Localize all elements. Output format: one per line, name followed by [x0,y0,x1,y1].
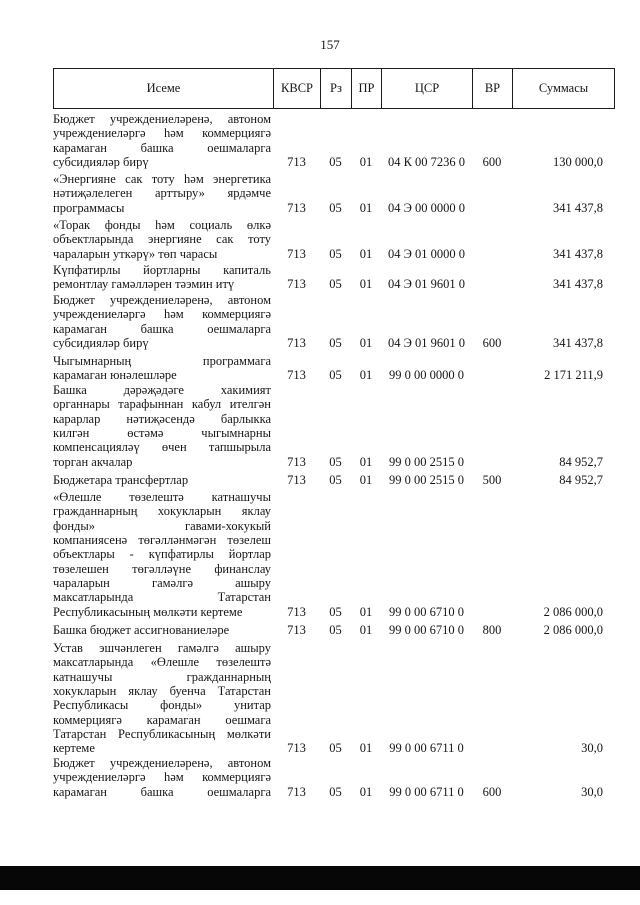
row-rz: 05 [329,368,342,383]
row-name-line: субсидияләр бирү [53,154,149,169]
row-csr: 99 0 00 6710 0 [389,604,464,619]
table-row [0,112,640,169]
row-csr: 04 Э 01 0000 0 [387,246,465,261]
row-csr: 99 0 00 6711 0 [389,741,464,756]
row-name-line: Бюджет учреждениеләренә, автоном [53,755,271,770]
row-vr [472,741,512,755]
row-kvsr: 713 [287,741,306,756]
row-name-line: карамаган юнәлешләре [53,368,177,383]
row-sum: 341 437,8 [553,335,603,350]
row-name-line: килгән өстәмә чыгымнарны [53,425,271,440]
row-vr [472,201,512,215]
row-kvsr: 713 [287,368,306,383]
row-kvsr: 713 [287,604,306,619]
row-name-line: торган акчалар [53,454,133,469]
row-sum: 341 437,8 [553,246,603,261]
header-vr: ВР [473,69,513,108]
row-pr: 01 [359,604,373,619]
row-name [53,641,271,756]
row-name-line: гражданнарның хокукларын яклау [53,504,271,519]
row-sum: 30,0 [581,784,603,799]
row-name-line: нәтиҗәлелеген арттыру» ярдәмче [53,186,271,201]
row-pr: 01 [359,277,373,292]
row-sum: 130 000,0 [553,154,603,169]
row-kvsr: 713 [287,200,306,215]
row-name-line: катнашучы гражданнарның [53,669,271,684]
row-name-line: Татарстан Республикасының мөлкәти [53,726,271,741]
row-name-line: Башка бюджет ассигнованиеләре [53,622,230,637]
row-name-line: органнары тарафыннан кабул ителгән [53,397,271,412]
row-kvsr: 713 [287,784,306,799]
row-sum: 84 952,7 [559,454,603,469]
row-name [53,756,271,799]
table-row [0,490,640,619]
table-row [0,293,640,350]
row-vr [472,605,512,619]
table-row [0,641,640,756]
table-row [0,473,640,487]
row-vr: 600 [482,784,502,799]
table-row [0,756,640,799]
row-rz: 05 [329,604,342,619]
row-kvsr: 713 [287,622,306,637]
table-header [53,68,615,109]
row-pr: 01 [359,335,373,350]
row-name-line: объектлары - күпфатирлы йортлар [53,547,271,562]
row-name [53,383,271,469]
row-kvsr: 713 [287,277,306,292]
row-name-line: субсидияләр бирү [53,335,149,350]
row-name [53,218,271,261]
row-name-line: Бюджет учреждениеләренә, автоном [53,292,271,307]
row-csr: 04 К 00 7236 0 [387,154,466,169]
row-sum: 2 086 000,0 [543,604,603,619]
row-kvsr: 713 [287,335,306,350]
row-name [53,354,271,383]
table-row [0,172,640,215]
row-name-line: Устав эшчәнлеген гамәлгә ашыру [53,640,271,655]
row-name-line: Чыгымнарның программага [53,353,271,368]
row-kvsr: 713 [287,454,306,469]
row-vr: 600 [482,335,502,350]
row-vr [472,368,512,382]
row-csr: 99 0 00 6711 0 [389,784,464,799]
row-kvsr: 713 [287,246,306,261]
row-name-line: компенсацияләү өчен тапшырыла [53,440,271,455]
row-name-line: Күпфатирлы йортларны капиталь [53,262,271,277]
row-rz: 05 [329,784,342,799]
row-name-line: максатларында «Өлешле төзелештә [53,655,271,670]
scan-edge-band [0,866,640,890]
row-name-line: объектларында энергияне сак тоту [53,232,271,247]
row-rz: 05 [329,454,342,469]
row-name-line: чараларын уткәрү» төп чарасы [53,246,218,261]
row-kvsr: 713 [287,154,306,169]
row-pr: 01 [359,154,373,169]
table-row [0,218,640,261]
row-sum: 341 437,8 [553,277,603,292]
row-rz: 05 [329,246,342,261]
row-name-line: карамаган башка оешмаларга [53,784,271,799]
table-row [0,263,640,292]
row-pr: 01 [359,472,373,487]
row-name-line: Республикасының мөлкәти кертеме [53,604,243,619]
row-rz: 05 [329,200,342,215]
header-csr: ЦСР [382,69,473,108]
row-name-line: коммерциягә карамаган оешмага [53,712,271,727]
row-csr: 99 0 00 6710 0 [389,622,464,637]
header-sum: Суммасы [538,81,589,95]
row-name [53,490,271,619]
row-vr: 800 [482,622,502,637]
row-pr: 01 [359,741,373,756]
row-name-line: карамаган башка оешмаларга [53,321,271,336]
row-rz: 05 [329,335,342,350]
row-pr: 01 [359,454,373,469]
row-name-line: «Энергияне сак тоту һәм энергетика [53,171,271,186]
row-rz: 05 [329,622,342,637]
row-csr: 04 Э 01 9601 0 [387,335,465,350]
row-sum: 341 437,8 [553,200,603,215]
row-name-line: ремонтлау гамәлләрен тәэмин итү [53,277,235,292]
row-pr: 01 [359,622,373,637]
row-rz: 05 [329,741,342,756]
header-rz: Рз [321,69,352,108]
row-name [53,473,271,487]
row-vr [472,247,512,261]
row-name-line: программасы [53,200,125,215]
row-csr: 99 0 00 2515 0 [389,472,464,487]
row-pr: 01 [359,200,373,215]
row-name-line: «Өлешле төзелештә катнашучы [53,489,271,504]
row-pr: 01 [359,246,373,261]
row-csr: 99 0 00 2515 0 [389,454,464,469]
row-pr: 01 [359,784,373,799]
row-name-line: Республикасы фонды» унитар [53,698,271,713]
row-name-line: Бюджет учреждениеләренә, автоном [53,111,271,126]
header-pr: ПР [352,69,382,108]
row-vr: 600 [482,154,502,169]
row-name-line: учреждениеләргә һәм коммерциягә [53,770,271,785]
row-name-line: учреждениеләргә һәм коммерциягә [53,126,271,141]
row-sum: 2 086 000,0 [543,622,603,637]
row-pr: 01 [359,368,373,383]
header-name: Исеме [54,69,274,108]
table-row [0,354,640,383]
row-name-line: фонды» гавами-хокукый [53,518,271,533]
row-name [53,112,271,169]
row-csr: 99 0 00 0000 0 [389,368,464,383]
row-name-line: учреждениеләргә һәм коммерциягә [53,307,271,322]
row-sum: 84 952,7 [559,472,603,487]
row-rz: 05 [329,277,342,292]
row-name-line: хокукларын яклау буенча Татарстан [53,683,271,698]
table-row [0,383,640,469]
row-name-line: Бюджетара трансфертлар [53,472,189,487]
row-name-line: карамаган башка оешмаларга [53,140,271,155]
header-kvsr: КВСР [274,69,321,108]
row-rz: 05 [329,154,342,169]
row-vr [472,277,512,291]
row-name-line: максатларында Татарстан [53,590,271,605]
row-name-line: компаниясенә төгәлләнмәгән төзелеш [53,532,271,547]
row-name-line: чараларын гамәлгә ашыру [53,575,271,590]
row-rz: 05 [329,472,342,487]
row-csr: 04 Э 00 0000 0 [387,200,465,215]
row-sum: 2 171 211,9 [544,368,603,383]
row-name-line: Башка дәрәҗәдәге хакимият [53,382,271,397]
row-name [53,172,271,215]
row-name [53,623,271,637]
table-row [0,623,640,637]
row-vr [472,455,512,469]
page-number: 157 [320,37,340,52]
row-vr: 500 [482,472,502,487]
row-name [53,263,271,292]
row-kvsr: 713 [287,472,306,487]
row-name-line: кертеме [53,741,95,756]
row-name-line: төзелешен төгәлләүне финанслау [53,561,271,576]
row-name-line: «Торак фонды һәм социаль өлкә [53,217,271,232]
row-csr: 04 Э 01 9601 0 [387,277,465,292]
row-name [53,293,271,350]
row-sum: 30,0 [581,741,603,756]
row-name-line: карарлар нәтиҗәсендә барлыкка [53,411,271,426]
